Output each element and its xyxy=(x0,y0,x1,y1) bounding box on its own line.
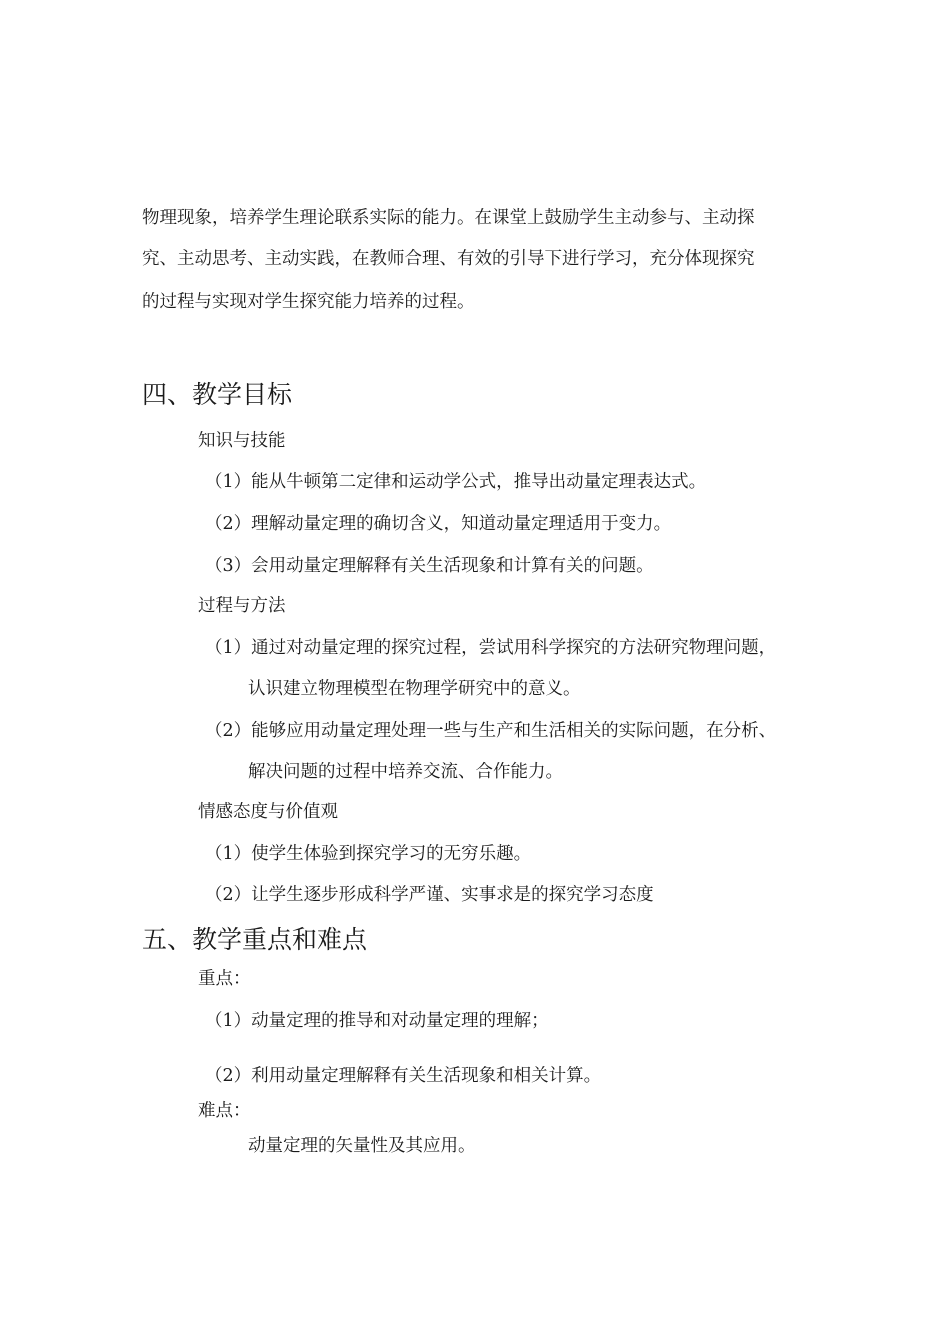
intro-line-2: 究、主动思考、主动实践，在教师合理、有效的引导下进行学习，充分体现探究 xyxy=(142,249,755,269)
process-title: 过程与方法 xyxy=(198,596,286,616)
section4-heading: 四、教学目标 xyxy=(142,380,293,409)
attitude-item-2: （2）让学生逐步形成科学严谨、实事求是的探究学习态度 xyxy=(205,885,654,905)
key-points-title: 重点： xyxy=(198,969,251,989)
intro-line-3: 的过程与实现对学生探究能力培养的过程。 xyxy=(142,292,475,312)
process-item-1-line-1: （1）通过对动量定理的探究过程，尝试用科学探究的方法研究物理问题， xyxy=(205,638,777,658)
key-point-item-1: （1）动量定理的推导和对动量定理的理解； xyxy=(205,1011,549,1031)
key-point-item-2: （2）利用动量定理解释有关生活现象和相关计算。 xyxy=(205,1066,602,1086)
knowledge-item-1: （1）能从牛顿第二定律和运动学公式，推导出动量定理表达式。 xyxy=(205,472,707,492)
section5-heading: 五、教学重点和难点 xyxy=(142,925,368,954)
process-item-2-line-1: （2）能够应用动量定理处理一些与生产和生活相关的实际问题，在分析、 xyxy=(205,721,777,741)
knowledge-title: 知识与技能 xyxy=(198,431,286,451)
attitude-title: 情感态度与价值观 xyxy=(198,802,338,822)
process-item-1-line-2: 认识建立物理模型在物理学研究中的意义。 xyxy=(248,679,581,699)
difficulty-title: 难点： xyxy=(198,1101,251,1121)
difficulty-text: 动量定理的矢量性及其应用。 xyxy=(248,1136,476,1156)
intro-line-1: 物理现象，培养学生理论联系实际的能力。在课堂上鼓励学生主动参与、主动探 xyxy=(142,208,755,228)
process-item-2-line-2: 解决问题的过程中培养交流、合作能力。 xyxy=(248,762,563,782)
knowledge-item-2: （2）理解动量定理的确切含义，知道动量定理适用于变力。 xyxy=(205,514,672,534)
knowledge-item-3: （3）会用动量定理解释有关生活现象和计算有关的问题。 xyxy=(205,556,654,576)
attitude-item-1: （1）使学生体验到探究学习的无穷乐趣。 xyxy=(205,844,532,864)
